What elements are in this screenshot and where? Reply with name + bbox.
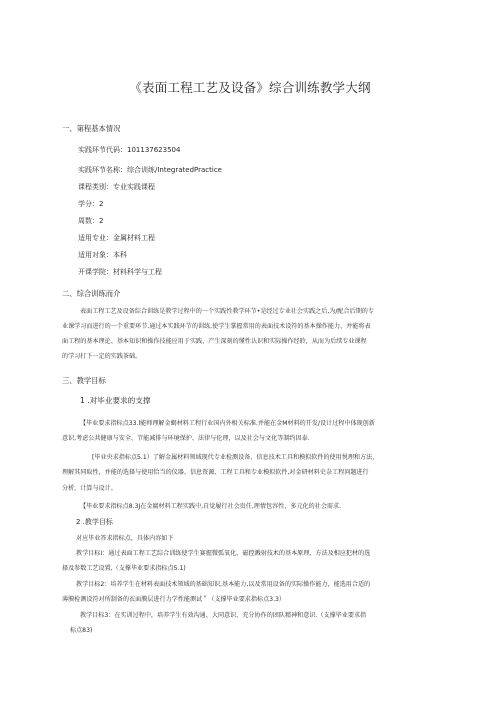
- goal-2-line-2: 薄膜检测设符对所制备的衣面膜层进行力学性能测试＂（支撑毕业要求指标点3.3）: [62, 596, 285, 603]
- intro-line-1: 表面工程工艺及设备综合训练是教学过程中的一个实践性教学环节•是经过专业社会实践之后,为/配合后期的专: [80, 308, 374, 315]
- info-line-code: 实践环节代码：101137623504: [78, 146, 181, 154]
- subheading-teaching-goals: 2 .教学目标: [76, 518, 113, 526]
- support-line-3: [毕业央求指标点5.1）了解金属材料领域现代专业检测设备、信息技术工具和模拟软件的使用悦理和方法，: [92, 454, 379, 461]
- goal-3-line-2: 标点83): [70, 627, 93, 634]
- section-heading-basic-info: 一、第程基本情况: [62, 124, 121, 133]
- info-line-audience: 适用对象：本科: [78, 251, 127, 259]
- goal-1-line-2: 择及参数工艺设置,（支撑毕业要求指标点5.1): [62, 565, 186, 572]
- subheading-support: 1 .对毕业要求的支撑: [80, 396, 151, 405]
- support-line-4: 理解其同取性，并能的选择与使用恰当的仪器、信息资源、工程工具和专业模拟软件,对金研材料史杂工程问题进行: [62, 469, 369, 476]
- goal-1-line-1: 教学目标I：通过表面工程工艺综合训练使学生赛握微弧氧化、磁控溅射技术的基本原理、方法及相应犯材的选: [76, 550, 371, 557]
- info-line-major: 适用专业：金属材料工程: [78, 234, 155, 242]
- intro-line-2: 业课学习而进行的一个重要环节.通过本实践环节的训练,使学生掌握常用的表面技术设符的基本操作能力，并能将表: [62, 323, 371, 330]
- info-line-category: 课程类别：专业实践课程: [78, 183, 155, 191]
- info-line-name: 实践环节名称：综合训练/IntegratedPractice: [78, 166, 222, 174]
- intro-line-3: 面工程的基本理论、基本知识和操作技能应用于实践，产生深刻的懂性认识和实际操作经聆，从而为后续专业课程: [62, 338, 367, 345]
- support-line-5: 分析，计算与设计。: [62, 485, 117, 492]
- info-line-credits: 学分：2: [78, 200, 104, 208]
- support-line-6: 【毕业要求指标点8.3J在金腐材料工程实践中,自觉履行社会贵任,理情包容性、多元化的社会需求.: [80, 503, 342, 510]
- support-line-2: 意识,考虑公共健康与安全、节能减排与环境保护、法律与伦理，以及社会与文化等制约因泰.: [62, 435, 310, 442]
- info-line-college: 开课学院：材料科学与工程: [78, 268, 162, 276]
- goal-intro: 对应毕业答求指标点，具体内容如下: [76, 535, 174, 542]
- info-line-weeks: 周数：2: [78, 217, 104, 225]
- section-heading-objectives: 三、教学目标: [62, 376, 106, 385]
- section-heading-intro: 二、综合训练而介: [62, 289, 121, 298]
- document-title: 《表面工程工艺及设备》综合训练教学大纲: [129, 80, 371, 95]
- intro-line-4: 的学习打下一定的实践茶础。: [62, 353, 142, 360]
- support-line-1: 【毕业要求指标点33.l能师理解金蝎材料工程行业国内外相关标准.并能在金M材料的开发/设计过程中体现创新: [80, 420, 375, 427]
- goal-2-line-1: 教学目标2：培养学生在材料表面技术领域的基础知识,基本能力,以及常用设备的实际操作能力，能选用合适的: [76, 581, 371, 588]
- goal-3-line-1: 教学目标3：在实训过程中，培养学生有效沟通、大同意识、充分协作的团队精神和意识.（支撑毕业要求指: [80, 612, 367, 619]
